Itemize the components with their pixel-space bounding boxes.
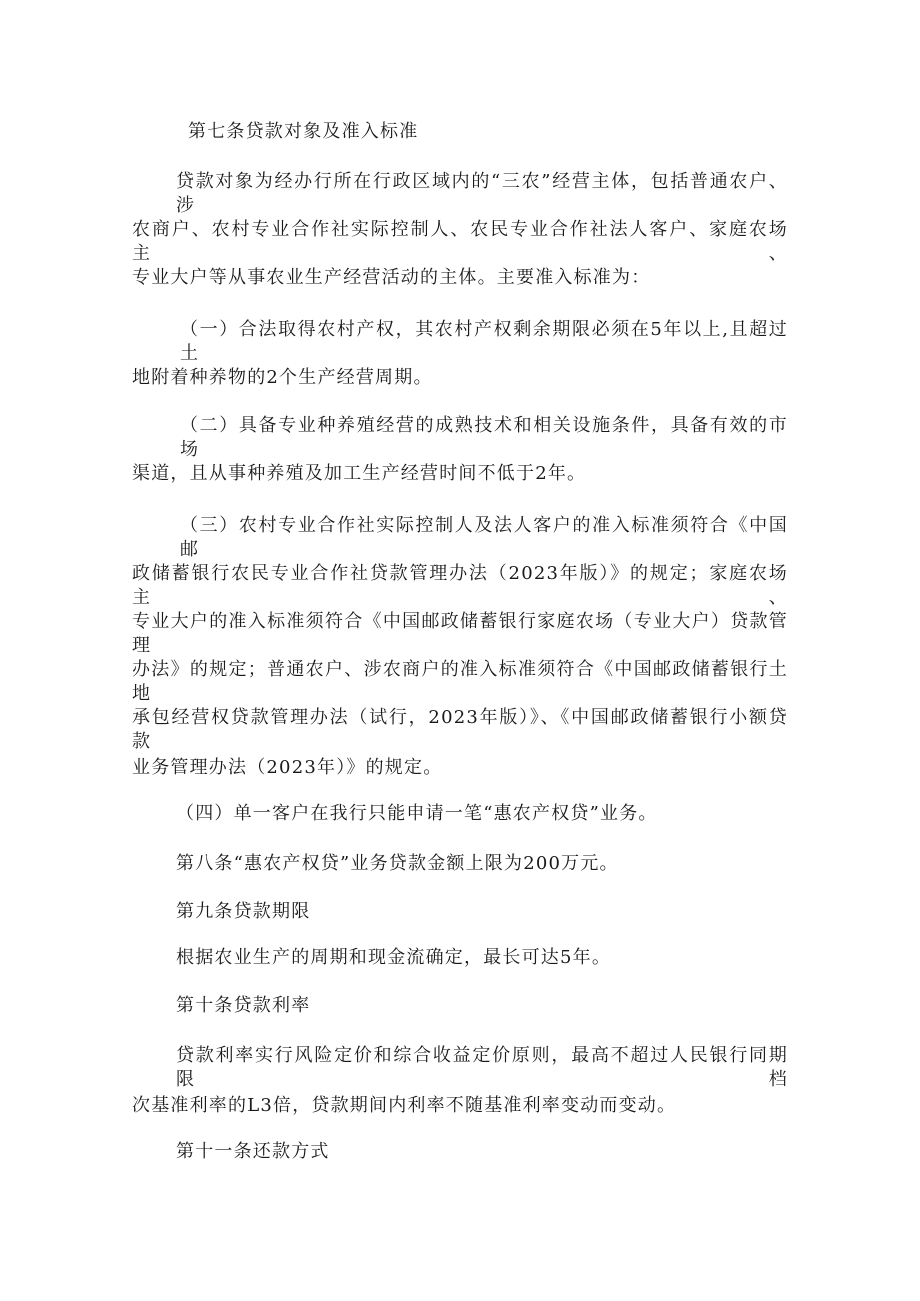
article7-item3-line6: 业务管理办法（2023年）》的规定。 <box>132 757 443 778</box>
article7-item3-line5: 承包经营权贷款管理办法（试行，2023年版）》、《中国邮政储蓄银行小额贷款 <box>132 707 788 752</box>
article10-text-line1: 贷款利率实行风险定价和综合收益定价原则，最高不超过人民银行同期限档 <box>176 1045 788 1090</box>
article7-item1-line2: 地附着种养物的2个生产经营周期。 <box>132 367 433 388</box>
article11-heading: 第十一条还款方式 <box>176 1141 330 1162</box>
article7-item3-line4: 办法》的规定；普通农户、涉农商户的准入标准须符合《中国邮政储蓄银行土地 <box>132 659 788 704</box>
article7-item1-line1: （一）合法取得农村产权，其农村产权剩余期限必须在5年以上,且超过土 <box>180 319 788 364</box>
article8-text: 第八条“惠农产权贷”业务贷款金额上限为200万元。 <box>176 853 619 874</box>
article9-text: 根据农业生产的周期和现金流确定，最长可达5年。 <box>176 947 612 968</box>
article7-item3-line3: 专业大户的准入标准须符合《中国邮政储蓄银行家庭农场（专业大户）贷款管理 <box>132 611 788 656</box>
article7-para1-line1: 贷款对象为经办行所在行政区域内的“三农”经营主体，包括普通农户、涉 <box>176 171 788 216</box>
article7-para1-line2: 农商户、农村专业合作社实际控制人、农民专业合作社法人客户、家庭农场主、 <box>132 219 788 264</box>
article10-heading: 第十条贷款利率 <box>176 995 311 1016</box>
article7-item3-line1: （三）农村专业合作社实际控制人及法人客户的准入标准须符合《中国邮 <box>180 515 788 560</box>
article7-item2-line1: （二）具备专业种养殖经营的成熟技术和相关设施条件，具备有效的市场 <box>180 415 788 460</box>
article7-item3-line2: 政储蓄银行农民专业合作社贷款管理办法（2023年版）》的规定；家庭农场主、 <box>132 563 788 608</box>
article9-heading: 第九条贷款期限 <box>176 901 311 922</box>
article7-item4: （四）单一客户在我行只能申请一笔“惠农产权贷”业务。 <box>176 803 658 824</box>
article10-text-line2: 次基准利率的L3倍，贷款期间内利率不随基准利率变动而变动。 <box>132 1095 677 1116</box>
article7-heading: 第七条贷款对象及准入标准 <box>188 121 419 142</box>
article7-para1-line3: 专业大户等从事农业生产经营活动的主体。主要准入标准为： <box>132 267 651 288</box>
article7-item2-line2: 渠道，且从事种养殖及加工生产经营时间不低于2年。 <box>132 463 587 484</box>
